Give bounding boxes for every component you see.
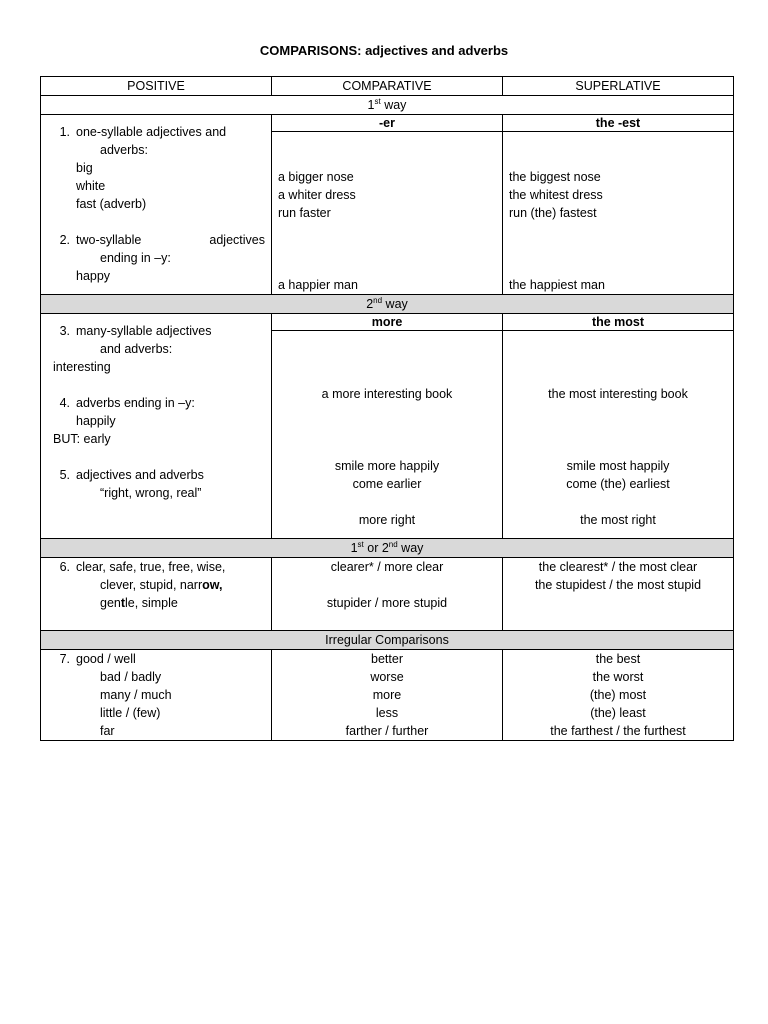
irregular-comparative-cell: better worse more less farther / further — [272, 650, 503, 741]
way2-positive-cell: 3. many-syllable adjectives and adverbs: interesting 4. adverbs ending in –y: happily BUT: early 5. adjectives and adverbs “right, wrong, real” — [41, 314, 272, 539]
header-positive: POSITIVE — [41, 77, 272, 96]
way12-row — [41, 539, 734, 558]
item-number: 1. — [59, 125, 70, 139]
way1-superlative-cell: the biggest nose the whitest dress run (the) fastest the happiest man — [503, 132, 734, 295]
way2-superlative-cell: the most interesting book smile most happily come (the) earliest the most right — [503, 331, 734, 539]
irregular-positive-cell: 7. good / well bad / badly many / much little / (few) far — [41, 650, 272, 741]
page-title: COMPARISONS: adjectives and adverbs — [259, 43, 509, 58]
way1-comp-suffix: -er — [272, 115, 503, 132]
way1-positive-cell: 1. one-syllable adjectives and adverbs: big white fast (adverb) 2. two-syllable adjectives ending in –y: happy — [41, 115, 272, 295]
header-comparative: COMPARATIVE — [272, 77, 503, 96]
way12-label: 1st or 2nd way — [41, 539, 734, 558]
header-superlative: SUPERLATIVE — [503, 77, 734, 96]
way2-comp-word: more — [272, 314, 503, 331]
comparisons-table — [40, 76, 734, 741]
way1-sup-suffix: the -est — [503, 115, 734, 132]
irregular-superlative-cell: the best the worst (the) most (the) least the farthest / the furthest — [503, 650, 734, 741]
header-row — [41, 77, 734, 96]
irregular-row — [41, 631, 734, 650]
way2-comparative-cell: a more interesting book smile more happily come earlier more right — [272, 331, 503, 539]
way1-sub-row — [41, 115, 734, 132]
way2-sub-row — [41, 314, 734, 331]
way12-comparative-cell: clearer* / more clear stupider / more stupid — [272, 558, 503, 631]
irregular-body-row — [41, 650, 734, 741]
way2-sup-word: the most — [503, 314, 734, 331]
way1-comparative-cell: a bigger nose a whiter dress run faster a happier man — [272, 132, 503, 295]
way2-label: 2nd way — [41, 295, 734, 314]
way12-superlative-cell: the clearest* / the most clear the stupidest / the most stupid — [503, 558, 734, 631]
way1-row — [41, 96, 734, 115]
way12-body-row — [41, 558, 734, 631]
way12-positive-cell: 6. clear, safe, true, free, wise, clever, stupid, narrow, gentle, simple — [41, 558, 272, 631]
way2-row — [41, 295, 734, 314]
irregular-label: Irregular Comparisons — [41, 631, 734, 650]
way1-label: 1st way — [41, 96, 734, 115]
